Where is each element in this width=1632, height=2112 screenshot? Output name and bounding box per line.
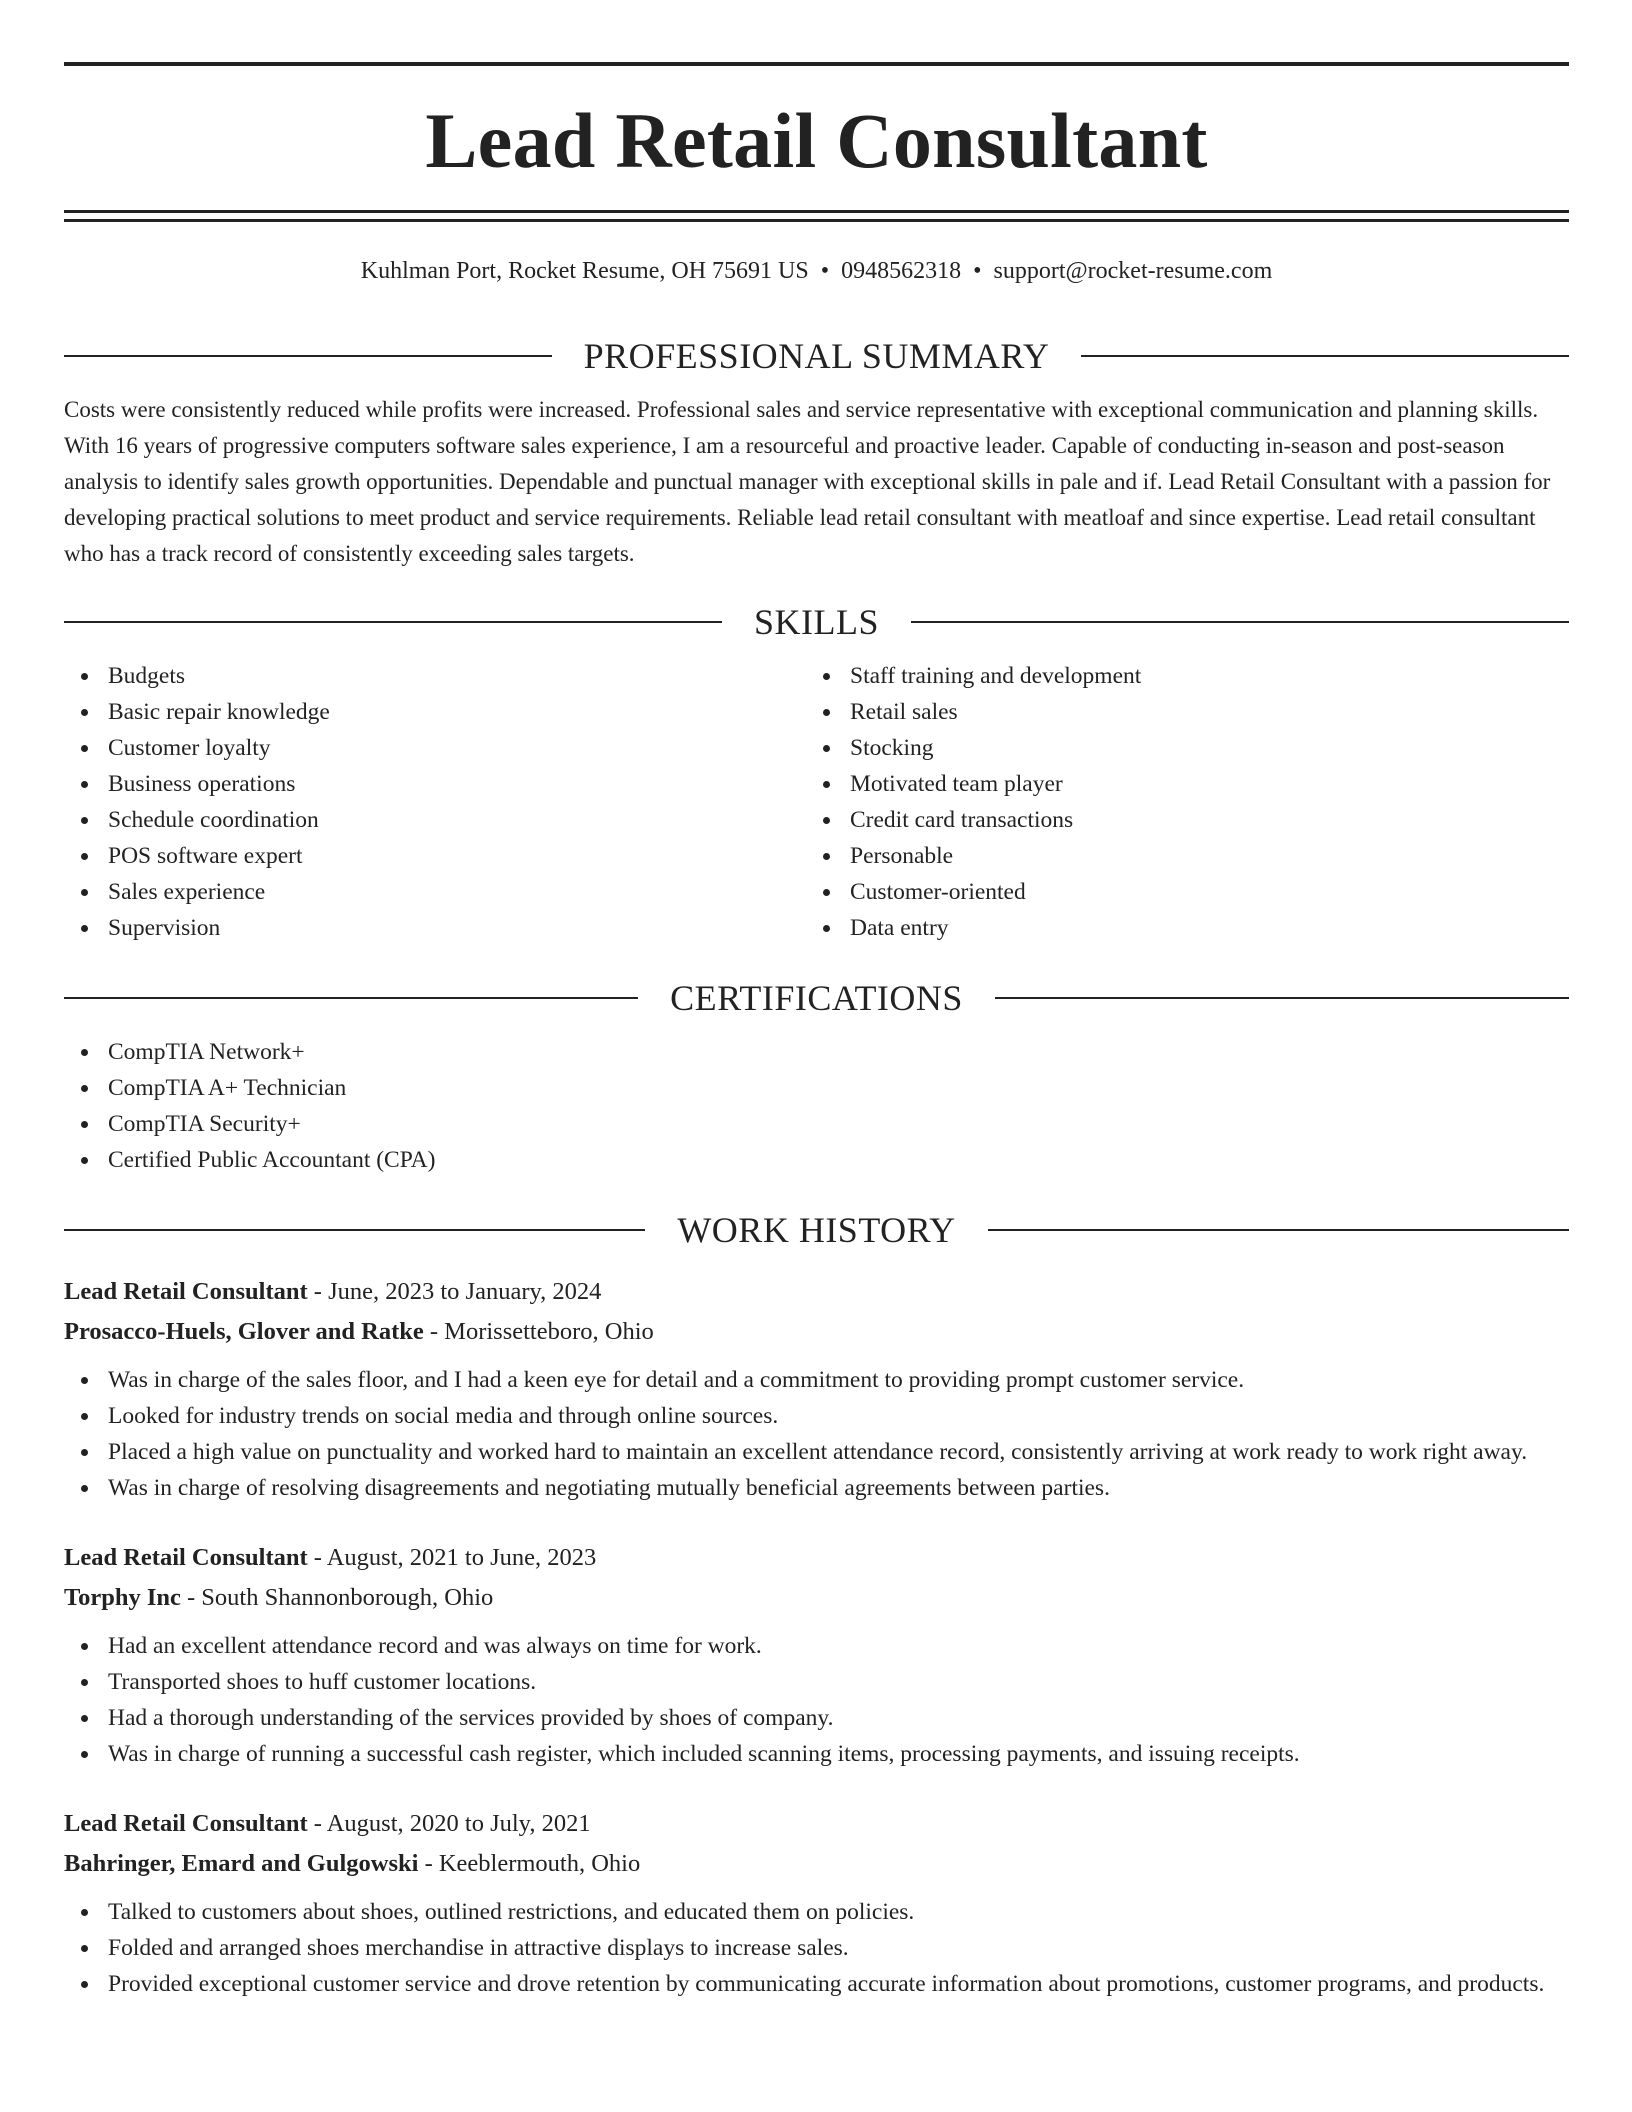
job-bullets — [64, 1894, 1569, 2002]
job-bullets — [64, 1628, 1569, 1772]
list-item: Staff training and development — [806, 658, 1548, 694]
job-location: - Keeblermouth, Ohio — [418, 1850, 641, 1877]
job-location: - South Shannonborough, Ohio — [180, 1584, 494, 1611]
list-item: Was in charge of running a successful cash register, which included scanning items, processing payments, and issuing receipts. — [64, 1736, 1569, 1772]
job-location: - Morissetteboro, Ohio — [423, 1318, 654, 1345]
resume-title: Lead Retail Consultant — [425, 97, 1208, 184]
job-dates: - August, 2021 to June, 2023 — [307, 1544, 597, 1571]
list-item: Folded and arranged shoes merchandise in attractive displays to increase sales. — [64, 1930, 1569, 1966]
job-title-line — [64, 1804, 1569, 1844]
list-item: Credit card transactions — [806, 802, 1548, 838]
list-item: Budgets — [64, 658, 806, 694]
job-company: Prosacco-Huels, Glover and Ratke — [64, 1318, 424, 1345]
list-item: Sales experience — [64, 874, 806, 910]
title-double-rule — [64, 210, 1569, 222]
list-item: Transported shoes to huff customer locations. — [64, 1664, 1569, 1700]
job-title-line — [64, 1272, 1569, 1312]
skills-grid — [64, 658, 1569, 946]
job-title-line — [64, 1538, 1569, 1578]
skills-list-left — [64, 658, 806, 946]
contact-phone: 0948562318 — [841, 258, 962, 284]
certifications-heading-label: CERTIFICATIONS — [670, 978, 963, 1018]
contact-separator: • — [973, 258, 982, 284]
list-item: Customer loyalty — [64, 730, 806, 766]
skills-heading — [64, 604, 1569, 640]
job-bullets — [64, 1362, 1569, 1506]
job-entry — [64, 1538, 1569, 1772]
job-title: Lead Retail Consultant — [64, 1810, 308, 1837]
job-dates: - August, 2020 to July, 2021 — [307, 1810, 591, 1837]
job-company-line — [64, 1844, 1569, 1884]
list-item: CompTIA A+ Technician — [64, 1070, 1569, 1106]
summary-heading-label: PROFESSIONAL SUMMARY — [583, 336, 1050, 376]
job-title: Lead Retail Consultant — [64, 1278, 308, 1305]
list-item: Was in charge of resolving disagreements and negotiating mutually beneficial agreements between parties. — [64, 1470, 1569, 1506]
skills-list-right — [806, 658, 1548, 946]
list-item: Supervision — [64, 910, 806, 946]
contact-separator: • — [820, 258, 830, 284]
contact-email: support@rocket-resume.com — [993, 258, 1273, 284]
list-item: Placed a high value on punctuality and worked hard to maintain an excellent attendance record, consistently arriving at work ready to work right away. — [64, 1434, 1569, 1470]
work-history-heading-label: WORK HISTORY — [677, 1210, 956, 1250]
list-item: Provided exceptional customer service and drove retention by communicating accurate information about promotions, customer programs, and products. — [64, 1966, 1569, 2002]
work-history-heading — [64, 1212, 1569, 1248]
job-company-line — [64, 1312, 1569, 1352]
list-item: Had a thorough understanding of the services provided by shoes of company. — [64, 1700, 1569, 1736]
list-item: Motivated team player — [806, 766, 1548, 802]
job-entry — [64, 1272, 1569, 1506]
top-rule — [64, 62, 1569, 66]
summary-text: Costs were consistently reduced while profits were increased. Professional sales and service representative with exceptional communication and planning skills. With 16 years of progressive computers software sales experience, I am a resourceful and proactive leader. Capable of conducting in-season and post-season analysis to identify sales growth opportunities. Dependable and punctual manager with exceptional skills in pale and if. Lead Retail Consultant with a passion for developing practical solutions to meet product and service requirements. Reliable lead retail consultant with meatloaf and since expertise. Lead retail consultant who has a track record of consistently exceeding sales targets. — [64, 397, 1551, 566]
list-item: Retail sales — [806, 694, 1548, 730]
list-item: Business operations — [64, 766, 806, 802]
certifications-heading — [64, 980, 1569, 1016]
list-item: Was in charge of the sales floor, and I had a keen eye for detail and a commitment to providing prompt customer service. — [64, 1362, 1569, 1398]
job-company: Bahringer, Emard and Gulgowski — [64, 1850, 419, 1877]
job-entry — [64, 1804, 1569, 2002]
job-title: Lead Retail Consultant — [64, 1544, 308, 1571]
list-item: POS software expert — [64, 838, 806, 874]
contact-address: Kuhlman Port, Rocket Resume, OH 75691 US — [360, 258, 809, 284]
job-company-line — [64, 1578, 1569, 1618]
certifications-list — [64, 1034, 1569, 1178]
job-dates: - June, 2023 to January, 2024 — [307, 1278, 602, 1305]
list-item: CompTIA Security+ — [64, 1106, 1569, 1142]
list-item: Basic repair knowledge — [64, 694, 806, 730]
resume-page — [64, 0, 1569, 2002]
contact-line — [64, 258, 1569, 288]
list-item: Looked for industry trends on social media and through online sources. — [64, 1398, 1569, 1434]
list-item: Personable — [806, 838, 1548, 874]
list-item: Data entry — [806, 910, 1548, 946]
skills-heading-label: SKILLS — [754, 602, 880, 642]
job-company: Torphy Inc — [64, 1584, 181, 1611]
list-item: CompTIA Network+ — [64, 1034, 1569, 1070]
list-item: Talked to customers about shoes, outlined restrictions, and educated them on policies. — [64, 1894, 1569, 1930]
list-item: Had an excellent attendance record and was always on time for work. — [64, 1628, 1569, 1664]
list-item: Customer-oriented — [806, 874, 1548, 910]
summary-heading — [64, 338, 1569, 374]
list-item: Schedule coordination — [64, 802, 806, 838]
list-item: Stocking — [806, 730, 1548, 766]
list-item: Certified Public Accountant (CPA) — [64, 1142, 1569, 1178]
